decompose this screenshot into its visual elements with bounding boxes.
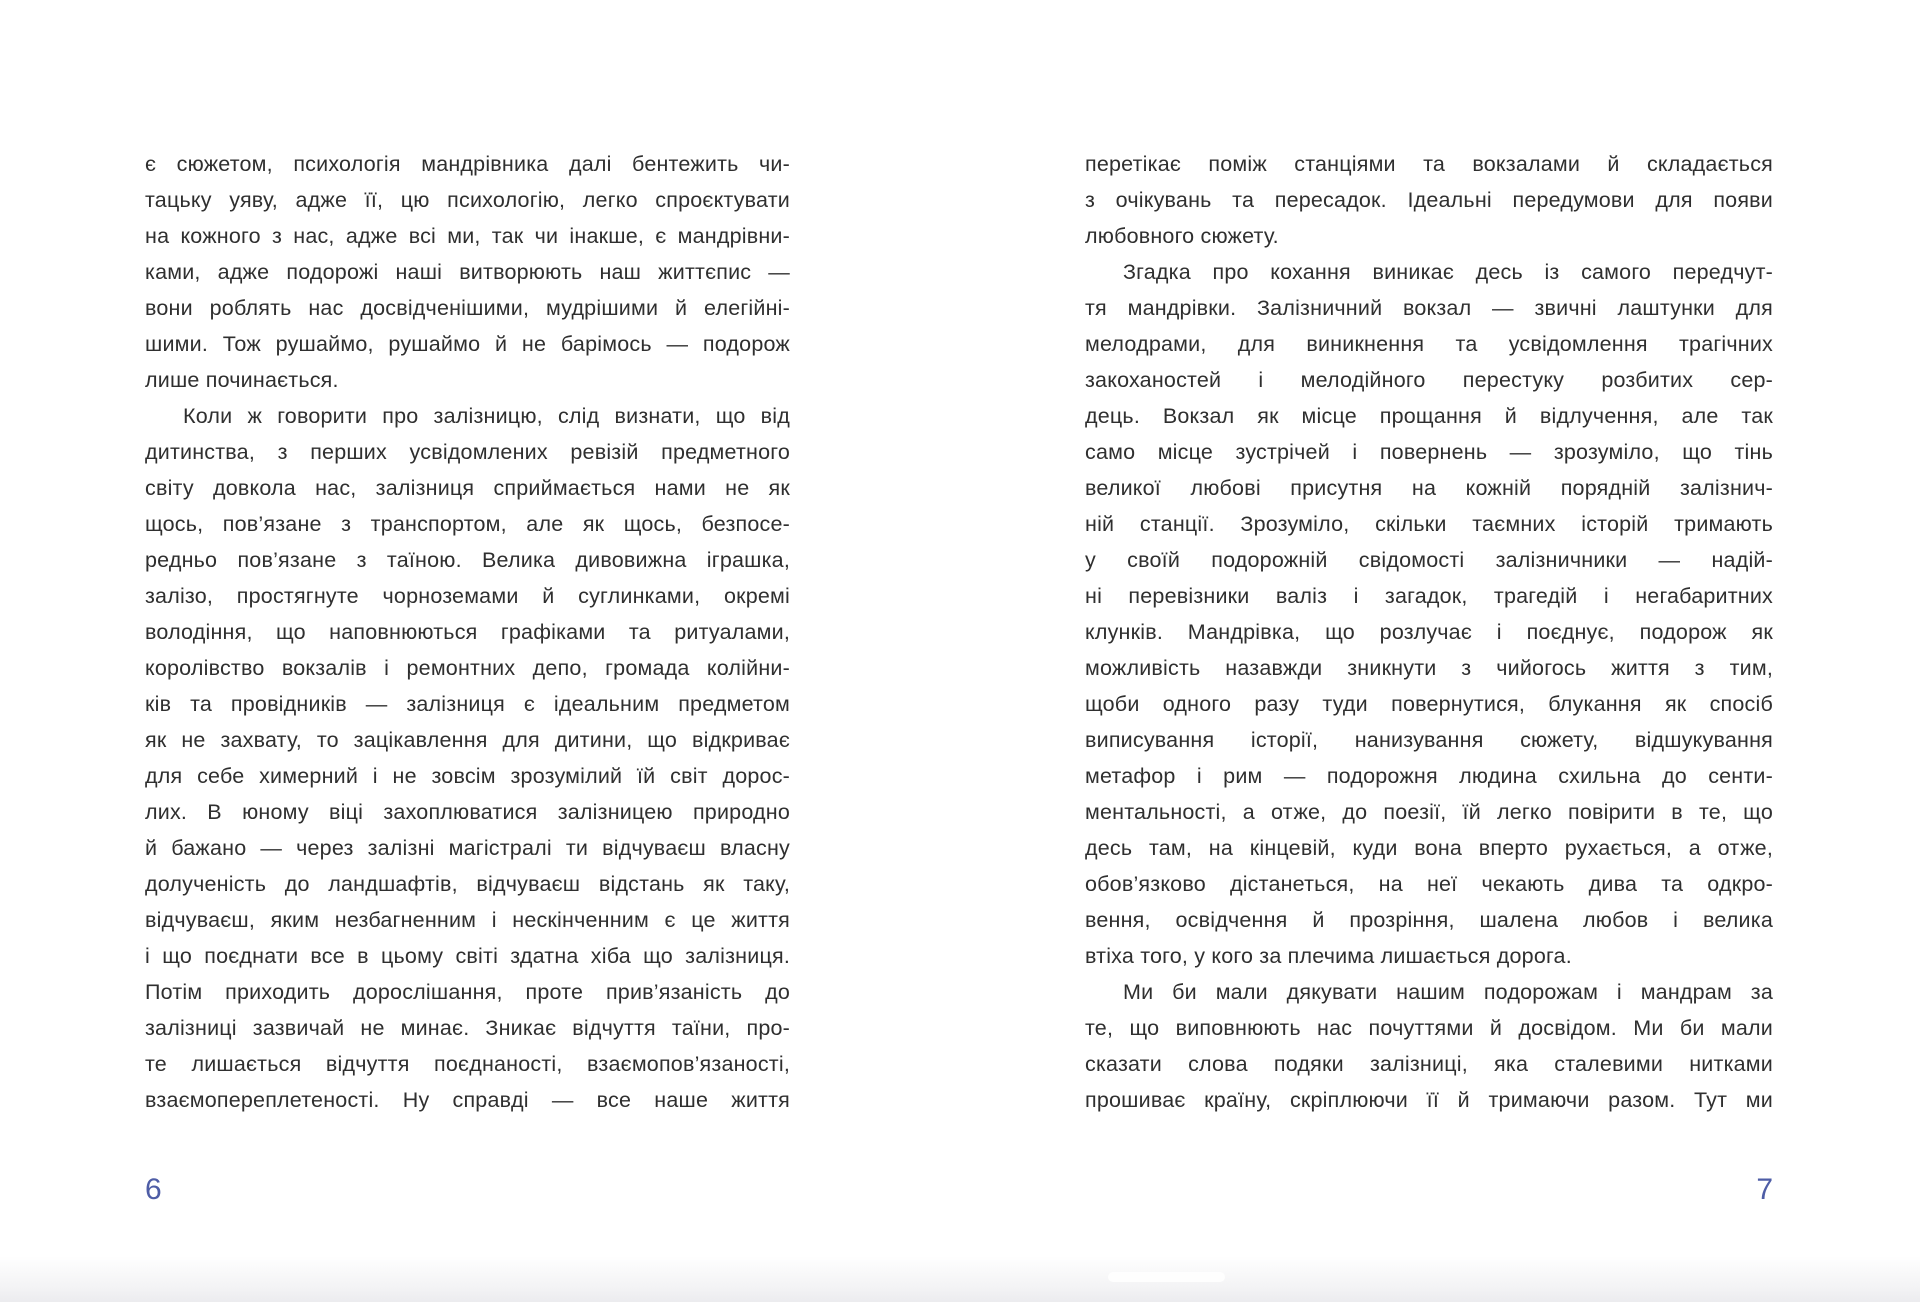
text-line: лих. В юному віці захоплюватися залізницею природно bbox=[145, 800, 790, 824]
page-number-right: 7 bbox=[1756, 1173, 1773, 1206]
text-line: вони роблять нас досвідченішими, мудрішими й елегійні- bbox=[145, 296, 790, 320]
left-page-text-column bbox=[145, 146, 790, 1118]
text-line: щоби одного разу туди повернутися, блукання як спосіб bbox=[1085, 692, 1773, 716]
text-line: шими. Тож рушаймо, рушаймо й не барімось — подорож bbox=[145, 332, 790, 356]
text-line: ній станції. Зрозуміло, скільки таємних історій тримають bbox=[1085, 512, 1773, 536]
text-line: вення, освідчення й прозріння, шалена любов і велика bbox=[1085, 908, 1773, 932]
text-line: само місце зустрічей і повернень — зрозуміло, що тінь bbox=[1085, 440, 1773, 464]
text-line: на кожного з нас, адже всі ми, так чи інакше, є мандрівни- bbox=[145, 224, 790, 248]
text-line: і що поєднати все в цьому світі здатна хіба що залізниця. bbox=[145, 944, 790, 968]
text-line: можливість назавжди зникнути з чийогось життя з тим, bbox=[1085, 656, 1773, 680]
text-line: сказати слова подяки залізниці, яка сталевими нитками bbox=[1085, 1052, 1773, 1076]
text-line: щось, пов’язане з транспортом, але як щось, безпосе- bbox=[145, 512, 790, 536]
text-line: метафор і рим — подорожня людина схильна до сенти- bbox=[1085, 764, 1773, 788]
text-line: тя мандрівки. Залізничний вокзал — звичні лаштунки для bbox=[1085, 296, 1773, 320]
text-line: відчуваєш, яким незбагненним і нескінченним є це життя bbox=[145, 908, 790, 932]
text-line: десь там, на кінцевій, куди вона вперто рухається, а отже, bbox=[1085, 836, 1773, 860]
right-page-text-column bbox=[1085, 146, 1773, 1118]
page-number-left: 6 bbox=[145, 1173, 162, 1206]
text-line: у своїй подорожній свідомості залізничники — надій- bbox=[1085, 548, 1773, 572]
text-line: редньо пов’язане з таїною. Велика дивовижна іграшка, bbox=[145, 548, 790, 572]
text-line: й бажано — через залізні магістралі ти відчуваєш власну bbox=[145, 836, 790, 860]
text-line: володіння, що наповнюються графіками та ритуалами, bbox=[145, 620, 790, 644]
text-line: Згадка про кохання виникає десь із самого передчут- bbox=[1123, 260, 1773, 284]
text-line: клунків. Мандрівка, що розлучає і поєднує, подорож як bbox=[1085, 620, 1773, 644]
text-line: королівство вокзалів і ремонтних депо, громада колійни- bbox=[145, 656, 790, 680]
text-line: ні перевізники валіз і загадок, трагедій і негабаритних bbox=[1085, 584, 1773, 608]
text-line: тацьку уяву, адже її, цю психологію, легко спроєктувати bbox=[145, 188, 790, 212]
text-line: великої любові присутня на кожній порядній залізнич- bbox=[1085, 476, 1773, 500]
text-line: ками, адже подорожі наші витворюють наш життєпис — bbox=[145, 260, 790, 284]
text-line: з очікувань та пересадок. Ідеальні передумови для появи bbox=[1085, 188, 1773, 212]
text-line: виписування історії, нанизування сюжету, відшукування bbox=[1085, 728, 1773, 752]
text-line: те лишається відчуття поєднаності, взаємопов’язаності, bbox=[145, 1052, 790, 1076]
text-line: ментальності, а отже, до поезії, їй легко повірити в те, що bbox=[1085, 800, 1773, 824]
text-line: долученість до ландшафтів, відчуваєш відстань як таку, bbox=[145, 872, 790, 896]
text-line: є сюжетом, психологія мандрівника далі бентежить чи- bbox=[145, 152, 790, 176]
text-line: мелодрами, для виникнення та усвідомлення трагічних bbox=[1085, 332, 1773, 356]
text-line: обов’язково дістанеться, на неї чекають дива та одкро- bbox=[1085, 872, 1773, 896]
text-line: те, що виповнюють нас почуттями й досвідом. Ми би мали bbox=[1085, 1016, 1773, 1040]
text-line: як не захвату, то зацікавлення для дитини, що відкриває bbox=[145, 728, 790, 752]
bottom-edge-fade bbox=[0, 1256, 1920, 1302]
text-line: лише починається. bbox=[145, 368, 339, 392]
text-line: прошиває країну, скріплюючи її й тримаючи разом. Тут ми bbox=[1085, 1088, 1773, 1112]
text-line: залізо, простягнуте чорноземами й суглинками, окремі bbox=[145, 584, 790, 608]
text-line: Ми би мали дякувати нашим подорожам і мандрам за bbox=[1123, 980, 1773, 1004]
text-line: перетікає поміж станціями та вокзалами й складається bbox=[1085, 152, 1773, 176]
text-line: світу довкола нас, залізниця сприймається нами не як bbox=[145, 476, 790, 500]
text-line: для себе химерний і не зовсім зрозумілий їй світ дорос- bbox=[145, 764, 790, 788]
text-line: дитинства, з перших усвідомлених ревізій предметного bbox=[145, 440, 790, 464]
text-line: любовного сюжету. bbox=[1085, 224, 1279, 248]
home-indicator bbox=[1108, 1272, 1225, 1282]
text-line: закоханостей і мелодійного перестуку розбитих сер- bbox=[1085, 368, 1773, 392]
text-line: втіха того, у кого за плечима лишається дорога. bbox=[1085, 944, 1572, 968]
text-line: дець. Вокзал як місце прощання й відлучення, але так bbox=[1085, 404, 1773, 428]
text-line: Потім приходить дорослішання, проте прив’язаність до bbox=[145, 980, 790, 1004]
text-line: ків та провідників — залізниця є ідеальним предметом bbox=[145, 692, 790, 716]
text-line: залізниці зазвичай не минає. Зникає відчуття таїни, про- bbox=[145, 1016, 790, 1040]
text-line: Коли ж говорити про залізницю, слід визнати, що від bbox=[183, 404, 790, 428]
text-line: взаємопереплетеності. Ну справді — все наше життя bbox=[145, 1088, 790, 1112]
